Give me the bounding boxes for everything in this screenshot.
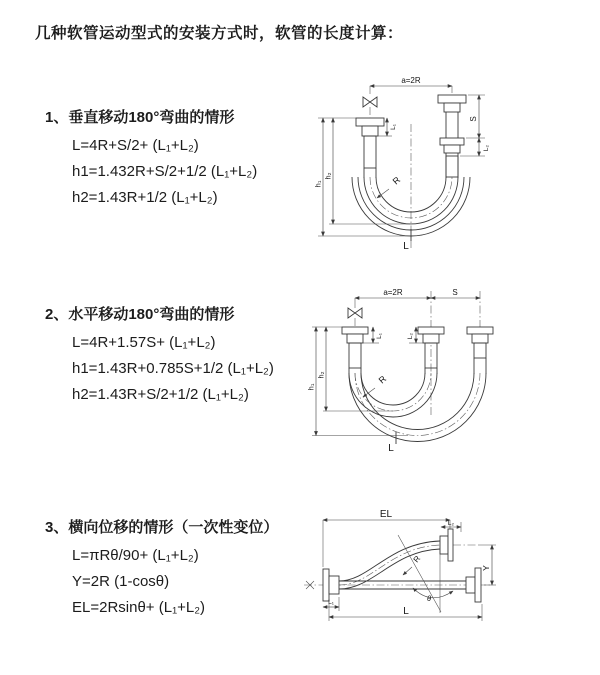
dim-label-y: Y [481,565,491,571]
section-horizontal-movement [45,303,274,408]
dim-label-s: S [469,116,478,122]
dim-label-el: EL [379,509,393,520]
page-title: 几种软管运动型式的安装方式时，软管的长度计算： [35,25,404,42]
length-label: L [403,241,409,252]
dim-label-l1: L₁ [376,333,383,339]
dim-label-l2: L₂ [483,144,490,152]
right-pipe-fitting [438,95,466,178]
dim-s-l2 [460,95,490,156]
diagram-vertical-180-bend [310,72,590,257]
formula-s1-h1: h1=1.432R+S/2+1/2 (L₁+L₂) [72,163,258,180]
radius-label: R [390,174,403,187]
formula-s2-L: L=4R+1.57S+ (L₁+L₂) [72,334,216,351]
dim-label-s: S [452,288,458,297]
section-lateral-displacement [45,516,278,621]
diagram-lateral-displacement [300,505,598,660]
radius-callout [363,373,389,397]
length-label: L [403,606,409,617]
length-label: L [388,443,394,454]
braided-hose-section [446,156,458,177]
formula-s3-L: L=πRθ/90+ (L₁+L₂) [72,547,199,564]
angle-label: θ [426,594,432,603]
braided-hose-section [364,136,376,168]
left-pipe-fitting [342,327,368,374]
formula-s3-Y: Y=2R (1-cosθ) [72,573,170,590]
dim-label-a2r: a=2R [383,288,403,297]
radius-label: R [411,554,423,565]
valve-icon [348,308,362,318]
dim-label-h1: h₁ [306,383,316,391]
valve-icon [363,97,377,107]
dim-label-h2: h₂ [323,172,333,180]
hose-displaced-position [339,529,453,589]
section-2-heading: 2、水平移动180°弯曲的情形 [45,306,235,323]
formula-s3-EL: EL=2Rsinθ+ (L₁+L₂) [72,599,206,616]
section-3-heading: 3、横向位移的情形（一次性变位） [45,519,279,536]
dim-a-2r-and-s [355,288,480,308]
section-1-heading: 1、垂直移动180°弯曲的情形 [45,109,235,126]
radius-label: R [376,373,389,386]
dim-label-l2: L₂ [407,332,414,340]
hose-u-bends [349,373,486,442]
right-pipe-fitting [467,327,493,374]
formula-s1-L: L=4R+S/2+ (L₁+L₂) [72,137,199,154]
formula-s1-h2: h2=1.43R+1/2 (L₁+L₂) [72,189,218,206]
dim-label-l1: L₁ [390,124,397,130]
dim-label-l2: L₂ [447,520,455,527]
dim-a-2r [370,76,452,94]
formula-s2-h2: h2=1.43R+S/2+1/2 (L₁+L₂) [72,386,249,403]
section-vertical-movement [45,106,257,211]
formula-s2-h1: h1=1.43R+0.785S+1/2 (L₁+L₂) [72,360,274,377]
left-pipe-fitting [356,118,384,178]
diagram-horizontal-180-bend [308,283,600,455]
dim-label-a2r: a=2R [401,76,421,85]
dim-label-h2: h₂ [316,371,326,379]
dim-label-h1: h₁ [313,180,323,188]
length-callout [403,229,411,252]
dim-label-l1: L₁ [328,599,334,606]
centerlines [355,291,480,415]
left-flange [323,569,339,601]
dim-l-bottom [329,603,482,621]
